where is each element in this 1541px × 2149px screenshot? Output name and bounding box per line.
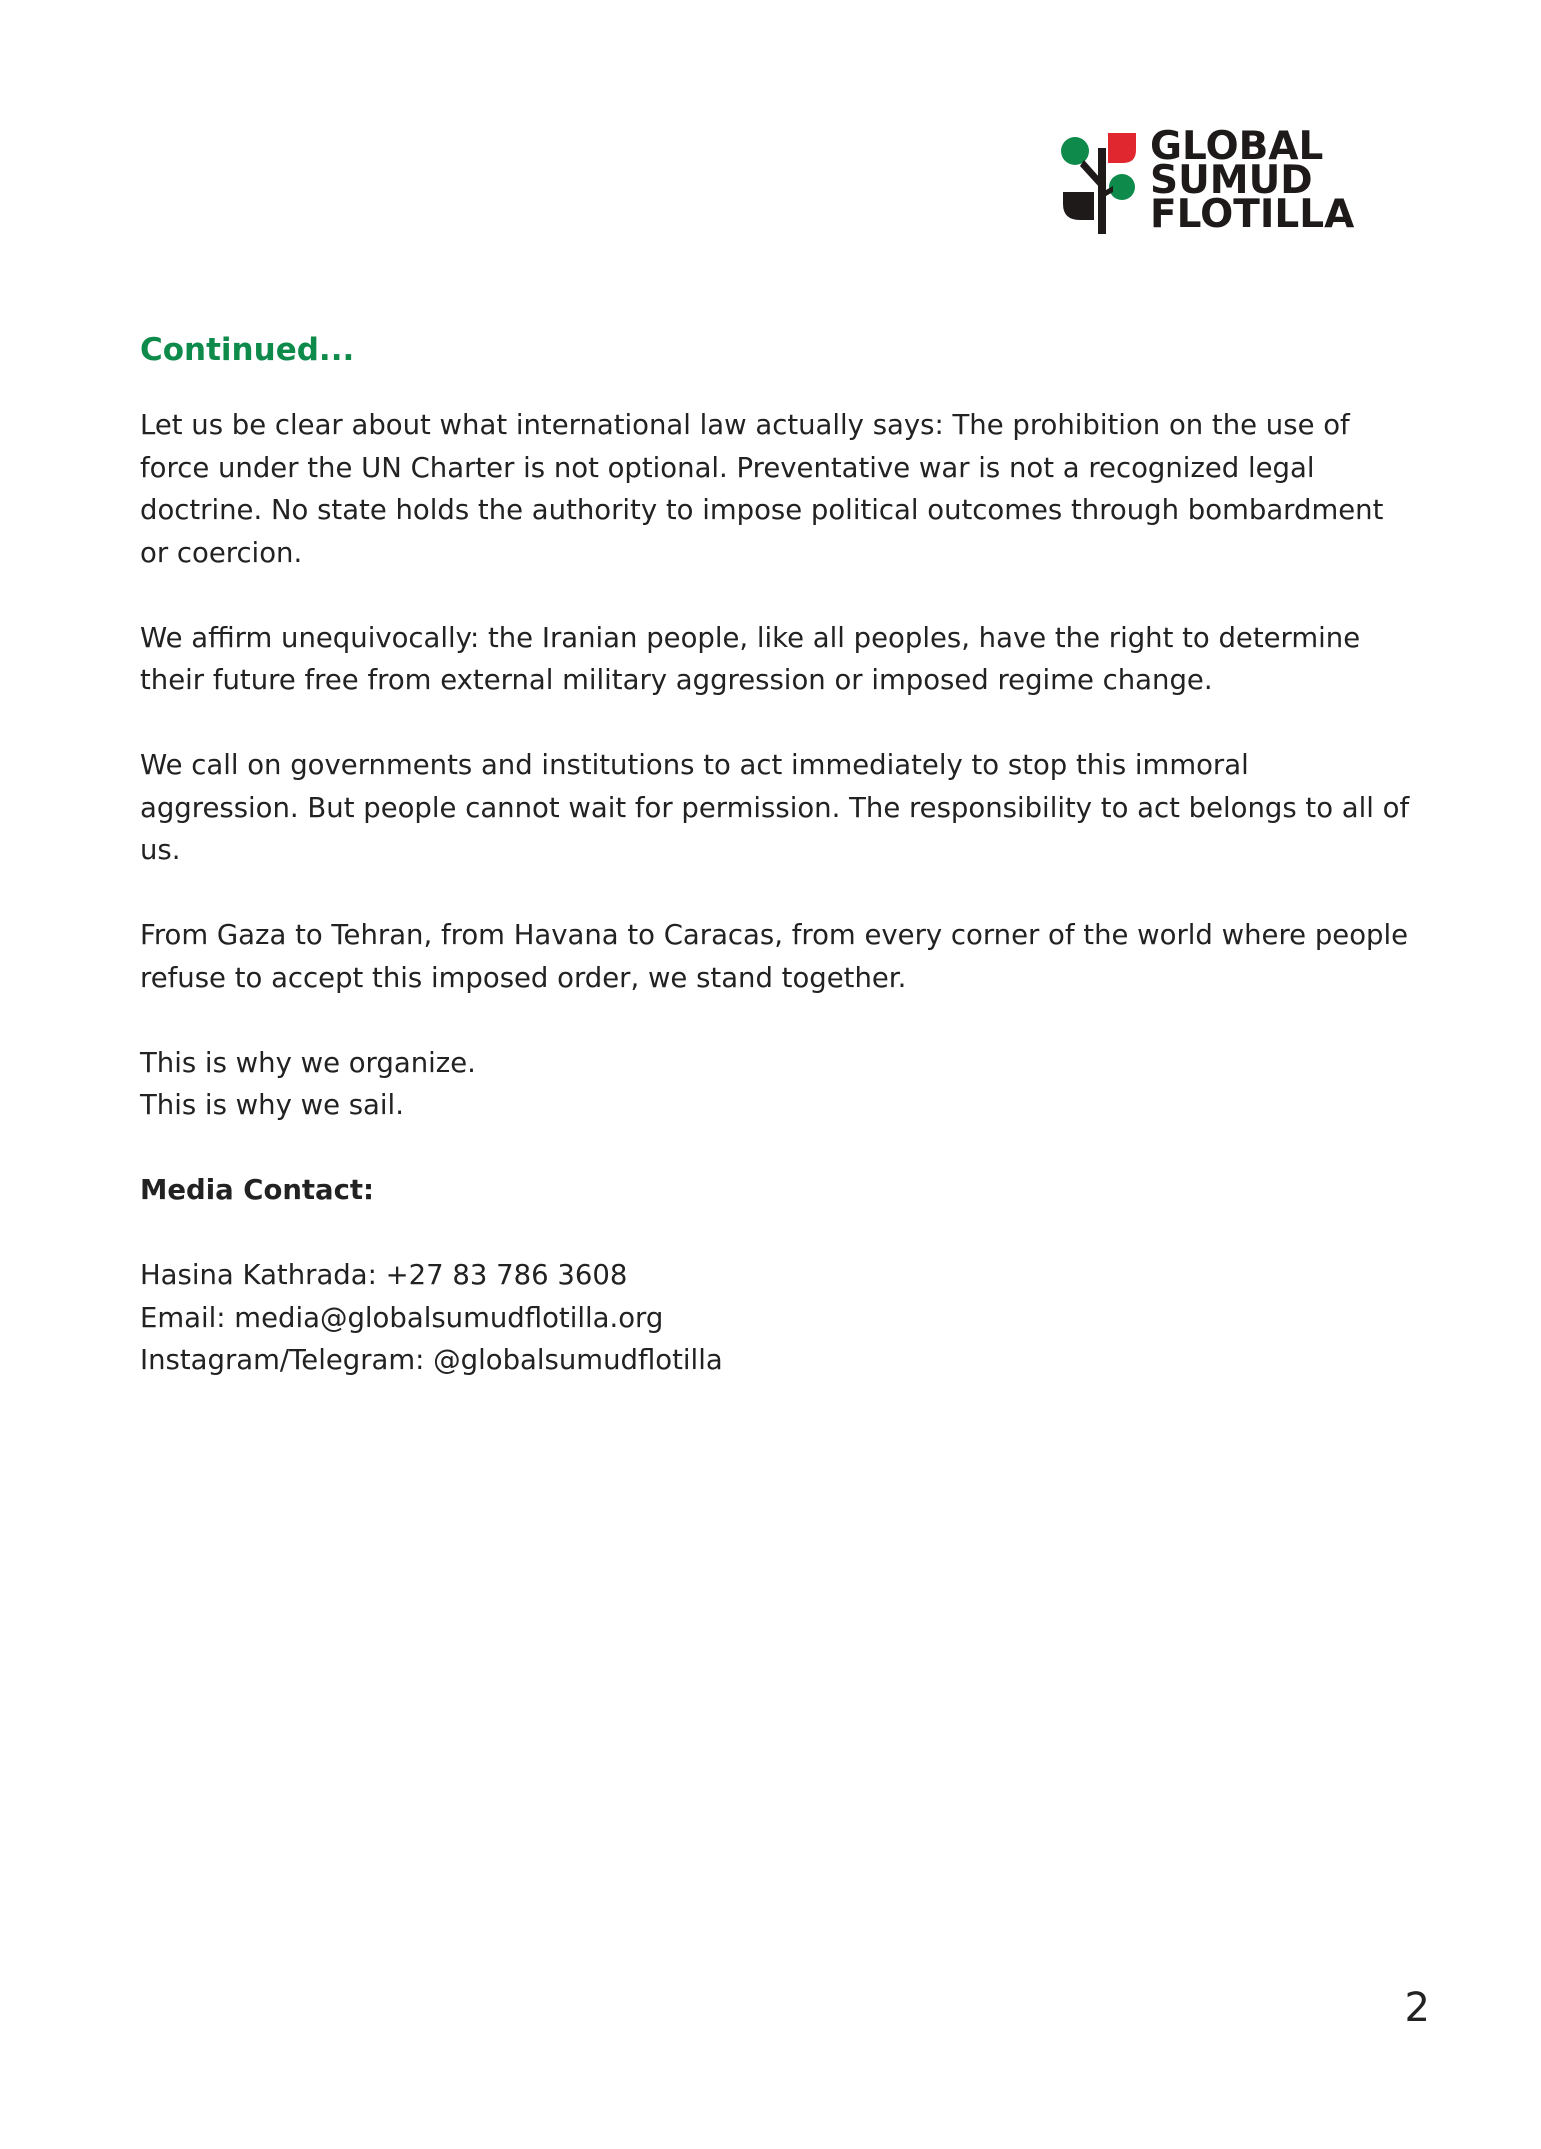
page-number: 2 — [1404, 1985, 1430, 2031]
media-contact-details — [140, 1254, 1410, 1382]
paragraph-call-on-governments: We call on governments and institutions to act immediately to stop this immoral aggression. But people cannot wait for permission. The responsibility to act belongs to all of us. — [140, 749, 1410, 866]
logo-word-global: GLOBAL — [1150, 124, 1324, 169]
contact-social[interactable]: Instagram/Telegram: @globalsumudflotilla — [140, 1344, 723, 1376]
closing-line-sail: This is why we sail. — [140, 1089, 404, 1121]
document-body — [140, 320, 1410, 1382]
continued-heading: Continued... — [140, 332, 355, 368]
closing-lines — [140, 1042, 1410, 1127]
logo-word-flotilla: FLOTILLA — [1150, 192, 1355, 237]
contact-email[interactable]: Email: media@globalsumudflotilla.org — [140, 1301, 664, 1334]
global-sumud-flotilla-logo — [1058, 124, 1378, 237]
media-contact-label: Media Contact: — [140, 1174, 375, 1206]
paragraph-iranian-people: We affirm unequivocally: the Iranian people, like all peoples, have the right to determine their future free from external military aggression or imposed regime change. — [140, 621, 1361, 696]
paragraph-gaza-to-tehran: From Gaza to Tehran, from Havana to Caracas, from every corner of the world where people refuse to accept this imposed order, we stand together. — [140, 919, 1409, 994]
logo-wordmark — [1150, 124, 1355, 237]
contact-phone: Hasina Kathrada: +27 83 786 3608 — [140, 1259, 628, 1291]
closing-line-organize: This is why we organize. — [140, 1046, 476, 1079]
logo-word-sumud: SUMUD — [1150, 158, 1313, 203]
flotilla-tree-logo-icon — [1058, 130, 1153, 235]
paragraph-international-law: Let us be clear about what international law actually says: The prohibition on the use of force under the UN Charter is not optional. Preventative war is not a recognized legal doctrine. No state holds the authority to impose political outcomes through bombardment or coercion. — [140, 409, 1384, 569]
